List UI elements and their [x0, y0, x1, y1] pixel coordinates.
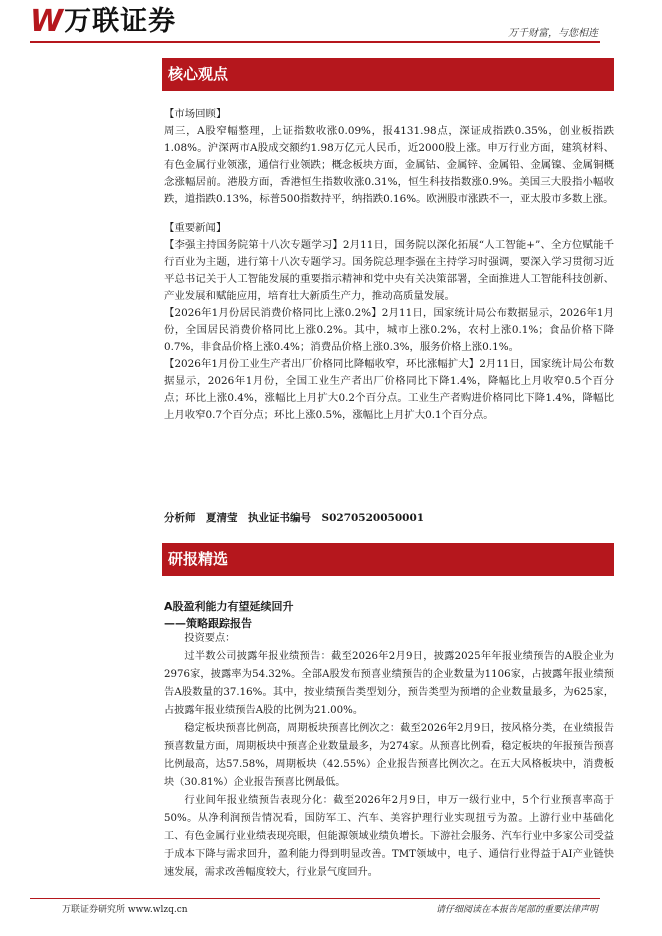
news-headline: 【2026年1月份工业生产者出厂价格同比降幅收窄，环比涨幅扩大】	[164, 358, 480, 370]
report-paragraph: 过半数公司披露年报业绩预告：截至2026年2月9日，披露2025年年报业绩预告的A股企业为2976家，披露率为54.32%。全部A股发布预喜业绩预告的企业数量为1106家，占披露年报业绩预告A股数量的37.16%。其中，按业绩预告类型划分，预告类型为预增的企业数量最多，为625家，占披露年报业绩预告A股的比例为21.00%。	[164, 651, 614, 716]
market-review-text: 周三，A股窄幅整理，上证指数收涨0.09%，报4131.98点，深证成指跌0.35%，创业板指跌1.08%。沪深两市A股成交额约1.98万亿元人民币，近2000股上涨。申万行业方面，建筑材料、有色金属行业领涨，通信行业领跌；概念板块方面，金属钴、金属锌、金属铅、金属镍、金属铜概念涨幅居前。港股方面，香港恒生指数收涨0.31%，恒生科技指数涨0.9%。美国三大股指小幅收跌，道指跌0.13%，标普500指数持平，纳指跌0.16%。欧洲股市涨跌不一，亚太股市多数上涨。	[164, 125, 614, 205]
company-logo	[30, 6, 176, 38]
report-body	[164, 630, 614, 882]
report-paragraph: 投资要点：	[184, 633, 236, 644]
section-banner-core-views: 核心观点	[162, 58, 614, 91]
market-review-tag: 【市场回顾】	[164, 108, 227, 120]
page-header	[0, 0, 662, 44]
header-slogan: 万千财富，与您相连	[508, 28, 598, 39]
report-title: A股盈利能力有望延续回升	[164, 600, 294, 613]
footer-institute: 万联证券研究所 www.wlzq.cn	[62, 905, 188, 915]
important-news-tag: 【重要新闻】	[164, 222, 227, 234]
news-text: 2月11日，国务院以深化拓展“人工智能+”、全方位赋能千行百业为主题，进行第十八次专题学习。国务院总理李强在主持学习时强调，要深入学习贯彻习近平总书记关于人工智能发展的重要指示精神和党中央有关决策部署，全面推进人工智能科技创新、产业发展和赋能应用，培育壮大新质生产力，推动高质量发展。	[164, 239, 614, 302]
core-views-body	[164, 106, 614, 424]
report-subtitle: ——策略跟踪报告	[164, 617, 252, 630]
logo-text: 万联证券	[64, 6, 177, 37]
report-paragraph: 行业间年报业绩预告表现分化：截至2026年2月9日，申万一级行业中，5个行业预喜率高于50%。从净利润预告情况看，国防军工、汽车、美容护理行业实现扭亏为盈。上游行业中基础化工、有色金属行业业绩表现亮眼，但能源领域业绩负增长。下游社会服务、汽车行业中多家公司受益于成本下降与需求回升，盈利能力得到明显改善。TMT领域中，电子、通信行业得益于AI产业链快速发展，需求改善幅度较大，行业景气度回升。	[164, 795, 614, 878]
news-text: 2月11日，国家统计局公布数据显示，2026年1月份，全国工业生产者出厂价格同比下降1.4%，降幅比上月收窄0.5个百分点；环比上涨0.4%，涨幅比上月扩大0.2个百分点。工业生产者购进价格同比下降1.4%，降幅比上月收窄0.7个百分点；环比上涨0.5%，涨幅比上月扩大0.1个百分点。	[164, 358, 614, 421]
section-banner-research-picks: 研报精选	[162, 543, 614, 576]
header-divider	[30, 41, 600, 43]
news-headline: 【李强主持国务院第十八次专题学习】	[164, 239, 343, 251]
news-headline: 【2026年1月份居民消费价格同比上涨0.2%】	[164, 307, 382, 319]
footer-divider	[30, 898, 600, 899]
footer-disclaimer: 请仔细阅读在本报告尾部的重要法律声明	[435, 905, 598, 915]
news-item	[164, 356, 614, 424]
news-item	[164, 305, 614, 356]
logo-mark: W	[30, 4, 61, 39]
news-text: 2月11日，国家统计局公布数据显示，2026年1月份，全国居民消费价格同比上涨0.2%。其中，城市上涨0.2%，农村上涨0.1%；食品价格下降0.7%，非食品价格上涨0.4%；消费品价格上涨0.3%，服务价格上涨0.1%。	[164, 307, 615, 353]
report-paragraph: 稳定板块预喜比例高，周期板块预喜比例次之：截至2026年2月9日，按风格分类，在业绩报告预喜数量方面，周期板块中预喜企业数量最多，为274家。从预喜比例看，稳定板块的年报预告预喜比例最高，达57.58%，周期板块（42.55%）企业报告预喜比例次之。在五大风格板块中，消费板块（30.81%）企业报告预喜比例最低。	[164, 723, 614, 788]
analyst-info: 分析师 夏清莹 执业证书编号 S0270520050001	[164, 512, 425, 524]
news-item	[164, 237, 614, 305]
